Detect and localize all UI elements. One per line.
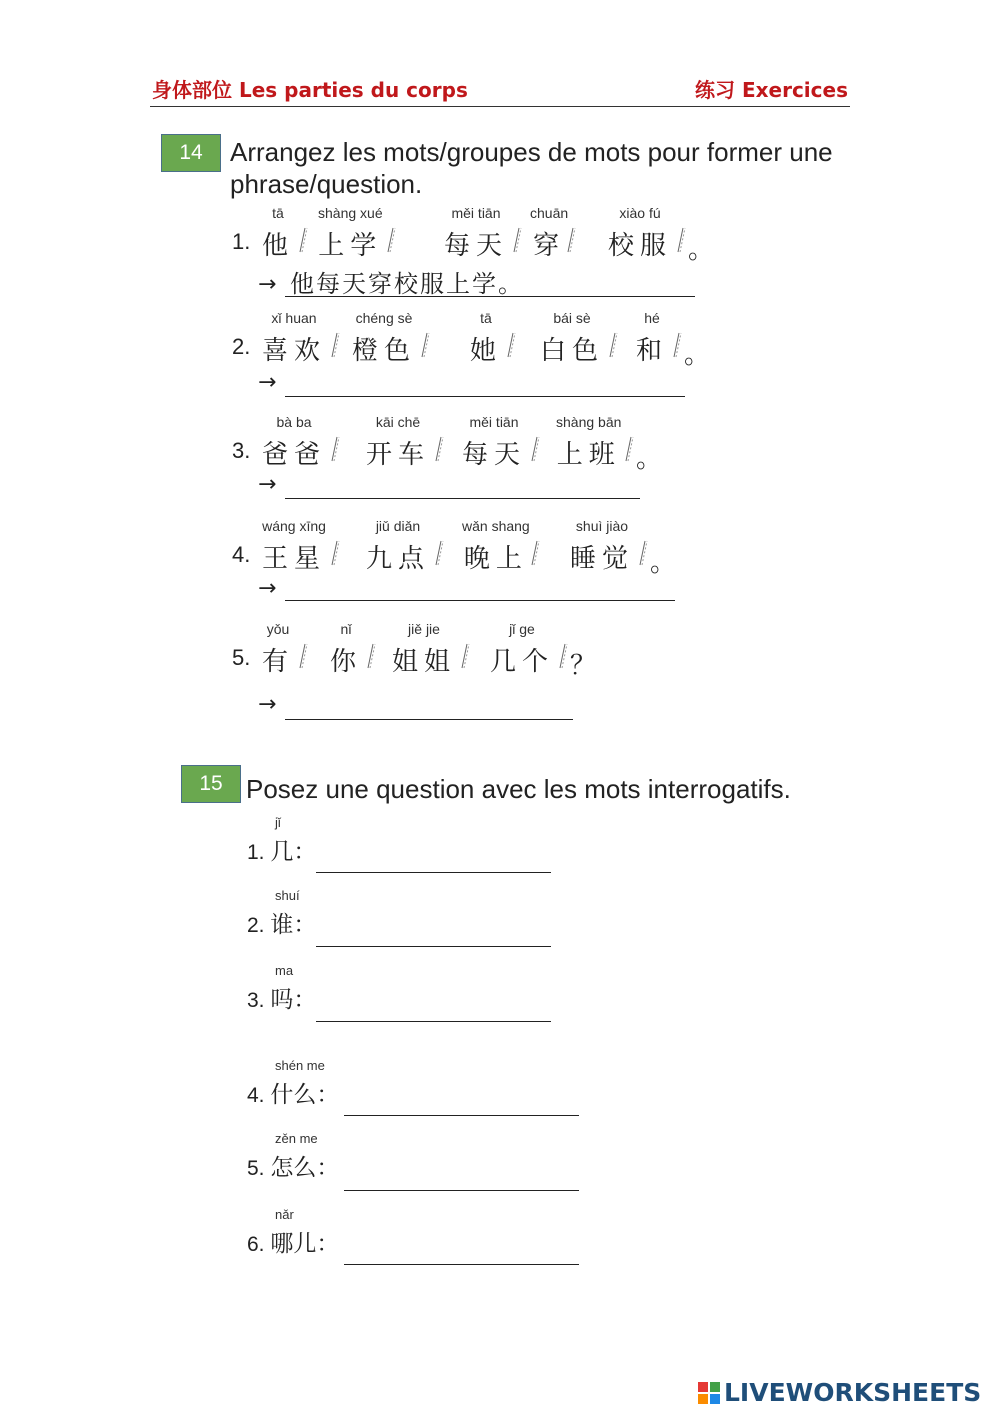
word-group [608, 205, 672, 262]
brand-text: LIVEWORKSHEETS [724, 1378, 982, 1407]
separator-slash-icon [330, 436, 340, 462]
pinyin: bái sè [553, 310, 591, 326]
answer-input-line[interactable] [316, 872, 551, 873]
exercise-15-item [247, 888, 316, 939]
sentence-end-punctuation: 。 [650, 548, 677, 578]
pinyin: shén me [275, 1058, 325, 1073]
exercise-14-item [232, 518, 732, 588]
hanzi: 每天 [444, 231, 509, 261]
instruction-line-2: phrase/question. [230, 169, 423, 199]
answer-input-line[interactable] [316, 1021, 551, 1022]
separator-slash-icon [386, 227, 396, 253]
word-group [318, 205, 383, 262]
item-number: 2. [232, 334, 251, 359]
pinyin: chéng sè [355, 310, 413, 326]
separator-slash-icon [566, 227, 576, 253]
answer-input-line[interactable] [285, 600, 675, 601]
hanzi: 穿 [533, 231, 566, 261]
pinyin: tā [272, 205, 284, 221]
question-label [247, 906, 316, 939]
sentence-end-punctuation: 。 [688, 235, 715, 265]
question-word: 怎么 [270, 1155, 317, 1181]
word-group [262, 310, 326, 367]
hanzi: 橙色 [352, 336, 417, 366]
answer-input-line[interactable] [285, 396, 685, 397]
hanzi: 开车 [366, 440, 431, 470]
word-group [330, 621, 362, 678]
exercise-14-badge: 14 [161, 134, 221, 172]
answer-input-line[interactable] [344, 1115, 579, 1116]
item-number: 2. [247, 914, 265, 937]
word-group [490, 621, 554, 678]
item-number: 3. [232, 438, 251, 463]
question-word: 谁 [270, 912, 294, 938]
question-word: 哪儿 [270, 1231, 317, 1257]
separator-slash-icon [434, 436, 444, 462]
hanzi: 爸爸 [262, 440, 327, 470]
item-number: 3. [247, 989, 265, 1012]
separator-slash-icon [530, 540, 540, 566]
hanzi: 晚上 [463, 544, 528, 574]
question-label [247, 981, 316, 1014]
hanzi: 校服 [608, 231, 673, 261]
word-group [540, 310, 604, 367]
hanzi: 和 [636, 336, 669, 366]
separator-slash-icon [512, 227, 522, 253]
separator-slash-icon [558, 643, 568, 669]
answer-input-line[interactable] [316, 946, 551, 947]
pinyin: měi tiān [451, 205, 501, 221]
hanzi: 几个 [490, 647, 555, 677]
colon: ： [316, 1155, 340, 1181]
pinyin: yǒu [266, 621, 290, 637]
hanzi: 王星 [262, 544, 327, 574]
hanzi: 喜欢 [262, 336, 327, 366]
answer-input-line[interactable] [285, 498, 640, 499]
word-group [444, 205, 508, 262]
separator-slash-icon [434, 540, 444, 566]
liveworksheets-logo [698, 1378, 981, 1408]
separator-slash-icon [330, 540, 340, 566]
hanzi: 九点 [366, 544, 431, 574]
hanzi: 他 [262, 231, 295, 261]
pinyin: jiě jie [408, 621, 440, 637]
separator-slash-icon [638, 540, 648, 566]
word-group [262, 205, 294, 262]
hanzi: 姐姐 [392, 647, 457, 677]
hanzi: 你 [330, 647, 363, 677]
hanzi: 上学 [318, 231, 383, 261]
pinyin: shàng bān [556, 414, 622, 430]
word-group [462, 518, 530, 575]
answer-arrow-icon: → [258, 576, 277, 601]
pinyin: jiǔ diǎn [375, 518, 421, 534]
separator-slash-icon [298, 227, 308, 253]
exercise-15-item [247, 1131, 339, 1182]
question-label [247, 1225, 339, 1258]
pinyin: xǐ huan [271, 310, 317, 326]
header-section: 练习 Exercices [695, 78, 848, 102]
answer-input-line[interactable] [285, 719, 573, 720]
answer-input-line[interactable] [344, 1190, 579, 1191]
word-group [366, 518, 430, 575]
exercise-14-item [232, 414, 732, 484]
answer-input-line[interactable] [344, 1264, 579, 1265]
sentence-end-punctuation: 。 [684, 340, 711, 370]
colon: ： [293, 987, 317, 1013]
pinyin: tā [480, 310, 492, 326]
pinyin: nǎr [275, 1207, 294, 1222]
word-group [262, 621, 294, 678]
word-group [262, 414, 326, 471]
question-word: 什么 [270, 1082, 317, 1108]
answer-arrow-icon: → [258, 472, 277, 497]
pinyin: bà ba [276, 414, 312, 430]
item-number: 4. [232, 542, 251, 567]
pinyin: wáng xīng [262, 518, 326, 534]
separator-slash-icon [420, 332, 430, 358]
separator-slash-icon [672, 332, 682, 358]
answer-arrow-icon: → [258, 370, 277, 395]
item-number: 5. [247, 1157, 265, 1180]
word-group [570, 518, 634, 575]
pinyin: nǐ [340, 621, 352, 637]
exercise-14-item [232, 310, 732, 380]
instruction-line-1: Arrangez les mots/groupes de mots pour former une [230, 137, 833, 167]
word-group [262, 518, 326, 575]
colon: ： [293, 912, 317, 938]
word-group [636, 310, 668, 367]
pinyin: zěn me [275, 1131, 318, 1146]
exercise-15-badge: 15 [181, 765, 241, 803]
pinyin: xiào fú [619, 205, 661, 221]
word-group [392, 621, 456, 678]
answer-arrow-icon: → [258, 692, 277, 717]
item-number: 5. [232, 645, 251, 670]
word-group [530, 205, 568, 262]
pinyin: shuí [275, 888, 300, 903]
answer-arrow-icon: → [258, 272, 277, 297]
separator-slash-icon [506, 332, 516, 358]
liveworksheets-icon [698, 1382, 720, 1404]
sentence-end-punctuation: ？ [570, 651, 597, 681]
exercise-15-item [247, 815, 316, 866]
pinyin: wǎn shang [462, 518, 530, 534]
question-label [247, 1149, 339, 1182]
separator-slash-icon [366, 643, 376, 669]
pinyin: shàng xué [318, 205, 383, 221]
hanzi: 上班 [556, 440, 621, 470]
exercise-14-instruction [230, 136, 833, 200]
question-label [247, 833, 316, 866]
exercise-15-item [247, 1207, 339, 1258]
exercise-14-item [232, 621, 732, 691]
answer-text[interactable]: 他每天穿校服上学。 [290, 270, 524, 298]
pinyin: ma [275, 963, 294, 978]
header-topic: 身体部位 Les parties du corps [152, 78, 468, 102]
colon: ： [316, 1231, 340, 1257]
pinyin: jǐ [275, 815, 281, 830]
item-number: 1. [232, 229, 251, 254]
separator-slash-icon [298, 643, 308, 669]
item-number: 6. [247, 1233, 265, 1256]
separator-slash-icon [460, 643, 470, 669]
hanzi: 她 [470, 336, 503, 366]
separator-slash-icon [676, 227, 686, 253]
separator-slash-icon [624, 436, 634, 462]
pinyin: hé [644, 310, 660, 326]
word-group [352, 310, 416, 367]
hanzi: 白色 [540, 336, 605, 366]
question-word: 几 [270, 839, 294, 865]
pinyin: shuì jiào [575, 518, 629, 534]
hanzi: 每天 [462, 440, 527, 470]
sentence-end-punctuation: 。 [636, 444, 663, 474]
question-word: 吗 [270, 987, 294, 1013]
pinyin: chuān [530, 205, 569, 221]
hanzi: 有 [262, 647, 295, 677]
separator-slash-icon [608, 332, 618, 358]
pinyin: jǐ ge [509, 621, 535, 637]
pinyin: měi tiān [469, 414, 519, 430]
word-group [470, 310, 502, 367]
colon: ： [293, 839, 317, 865]
exercise-15-item [247, 963, 316, 1014]
separator-slash-icon [330, 332, 340, 358]
item-number: 4. [247, 1084, 265, 1107]
pinyin: kāi chē [375, 414, 421, 430]
question-label [247, 1076, 339, 1109]
exercise-15-instruction: Posez une question avec les mots interrogatifs. [246, 774, 791, 804]
word-group [462, 414, 526, 471]
word-group [366, 414, 430, 471]
item-number: 1. [247, 841, 265, 864]
separator-slash-icon [530, 436, 540, 462]
colon: ： [316, 1082, 340, 1108]
word-group [556, 414, 621, 471]
exercise-15-item [247, 1058, 339, 1109]
page-header [150, 70, 850, 107]
hanzi: 睡觉 [570, 544, 635, 574]
